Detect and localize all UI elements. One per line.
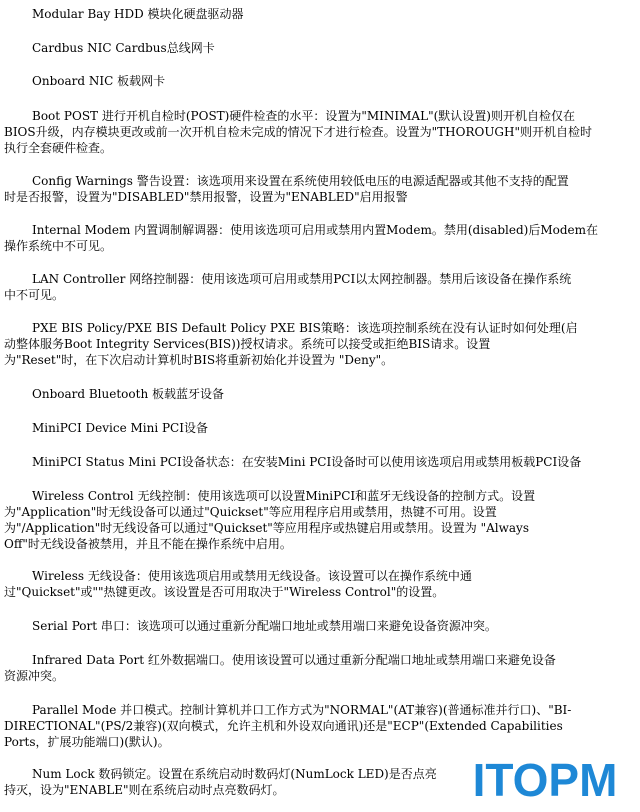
paragraph-line: Wireless Control 无线控制：使用该选项可以设置MiniPCI和蓝牙无线设备的控制方式。设置	[32, 489, 536, 503]
paragraph-line: DIRECTIONAL"(PS/2兼容)(双向模式，允许主机和外设双向通讯)还是"ECP"(Extended Capabilities	[4, 719, 563, 733]
paragraph	[4, 271, 634, 303]
svg-text:ITOPM: ITOPM	[472, 756, 618, 804]
paragraph-line: LAN Controller 网络控制器：使用该选项可启用或禁用PCI以太网控制器。禁用后该设备在操作系统	[32, 272, 572, 286]
paragraph	[4, 386, 634, 402]
paragraph-line: 资源冲突。	[4, 669, 65, 683]
paragraph-line: 为"Application"时无线设备可以通过"Quickset"等应用程序启用或禁用，热键不可用。设置	[4, 505, 497, 519]
paragraph-line: Config Warnings 警告设置：该选项用来设置在系统使用较低电压的电源适配器或其他不支持的配置	[32, 174, 569, 188]
watermark-logo	[460, 754, 630, 806]
itopm-logo-icon	[465, 756, 625, 804]
paragraph	[4, 320, 634, 368]
paragraph-line: 动整体服务Boot Integrity Services(BIS))授权请求。系统可以接受或拒绝BIS请求。设置	[4, 337, 491, 351]
paragraph	[4, 702, 634, 750]
paragraph-line: 过"Quickset"或""热键更改。该设置是否可用取决于"Wireless Control"的设置。	[4, 585, 445, 599]
paragraph-line: Onboard Bluetooth 板载蓝牙设备	[32, 387, 224, 401]
paragraph-line: 执行全套硬件检查。	[4, 141, 113, 155]
paragraph	[4, 40, 634, 56]
paragraph-line: Internal Modem 内置调制解调器：使用该选项可启用或禁用内置Modem。禁用(disabled)后Modem在	[32, 223, 599, 237]
paragraph	[4, 454, 634, 470]
paragraph-line: Parallel Mode 并口模式。控制计算机并口工作方式为"NORMAL"(AT兼容)(普通标准并行口)、"BI-	[32, 703, 572, 717]
paragraph	[4, 488, 634, 552]
paragraph	[4, 173, 634, 205]
paragraph-line: 为"/Application"时无线设备可以通过"Quickset"等应用程序或热键启用或禁用。设置为 "Always	[4, 521, 529, 535]
paragraph-line: 时是否报警，设置为"DISABLED"禁用报警，设置为"ENABLED"启用报警	[4, 190, 408, 204]
paragraph-line: Off"时无线设备被禁用，并且不能在操作系统中启用。	[4, 537, 292, 551]
paragraph	[4, 73, 634, 89]
paragraph-line: Serial Port 串口：该选项可以通过重新分配端口地址或禁用端口来避免设备资源冲突。	[32, 619, 497, 633]
paragraph-line: Cardbus NIC Cardbus总线网卡	[32, 41, 215, 55]
paragraph-line: Infrared Data Port 红外数据端口。使用该设置可以通过重新分配端口地址或禁用端口来避免设备	[32, 653, 556, 667]
paragraph	[4, 420, 634, 436]
paragraph-line: 中不可见。	[4, 288, 65, 302]
paragraph-line: Wireless 无线设备：使用该选项启用或禁用无线设备。该设置可以在操作系统中通	[32, 569, 472, 583]
paragraph	[4, 618, 634, 634]
paragraph-line: 持灭，设为"ENABLE"则在系统启动时点亮数码灯。	[4, 783, 285, 797]
paragraph-line: Ports，扩展功能端口)(默认)。	[4, 735, 170, 749]
paragraph	[4, 222, 634, 254]
paragraph-line: PXE BIS Policy/PXE BIS Default Policy PXE BIS策略：该选项控制系统在没有认证时如何处理(启	[32, 321, 578, 335]
paragraph-line: BIOS升级，内存模块更改或前一次开机自检未完成的情况下才进行检查。设置为"THOROUGH"则开机自检时	[4, 125, 593, 139]
paragraph-line: Num Lock 数码锁定。设置在系统启动时数码灯(NumLock LED)是否点亮	[32, 767, 437, 781]
paragraph-line: Modular Bay HDD 模块化硬盘驱动器	[32, 7, 244, 21]
paragraph-line: 操作系统中不可见。	[4, 239, 113, 253]
paragraph-line: Boot POST 进行开机自检时(POST)硬件检查的水平：设置为"MINIMAL"(默认设置)则开机自检仅在	[32, 109, 575, 123]
paragraph	[4, 568, 634, 600]
paragraph	[4, 6, 634, 22]
paragraph-line: 为"Reset"时，在下次启动计算机时BIS将重新初始化并设置为 "Deny"。	[4, 353, 394, 367]
paragraph-line: MiniPCI Status Mini PCI设备状态：在安装Mini PCI设备时可以使用该选项启用或禁用板载PCI设备	[32, 455, 582, 469]
paragraph-line: MiniPCI Device Mini PCI设备	[32, 421, 208, 435]
paragraph	[4, 652, 634, 684]
paragraph	[4, 108, 634, 156]
paragraph-line: Onboard NIC 板载网卡	[32, 74, 166, 88]
